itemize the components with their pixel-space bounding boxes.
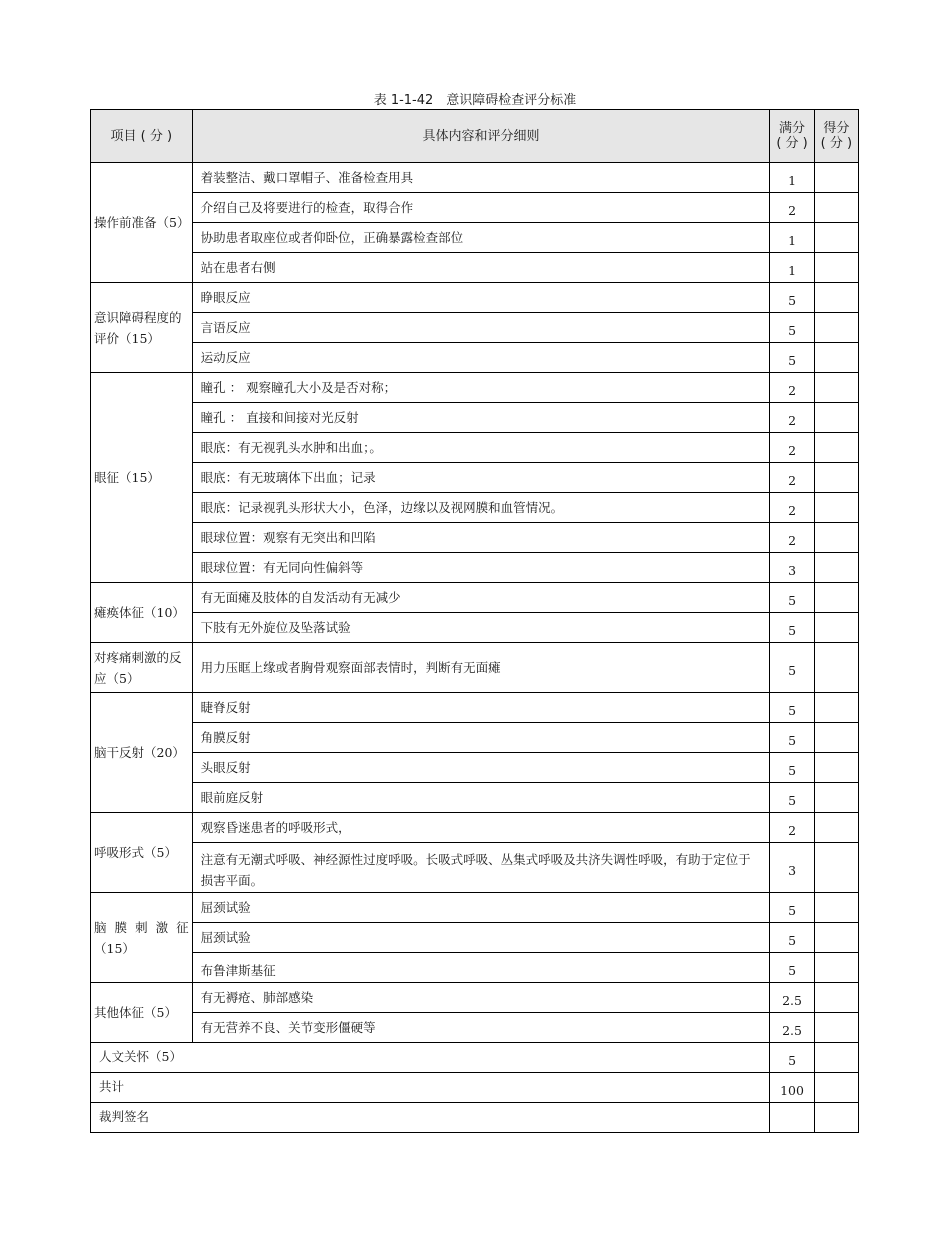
full-score-cell: [770, 783, 814, 813]
table-row: [91, 193, 859, 223]
section-item-cell: [91, 283, 193, 373]
total-label: 共计: [99, 1079, 125, 1094]
total-obtained-score-cell[interactable]: [814, 1073, 858, 1103]
table-row: [91, 223, 859, 253]
content-text: 睫脊反射: [200, 700, 251, 715]
content-text: 有无面瘫及肢体的自发活动有无减少: [200, 590, 401, 605]
full-score-value: 5: [788, 763, 797, 778]
full-score-cell: [770, 283, 814, 313]
full-score-value: 5: [788, 793, 797, 808]
full-score-cell: [770, 403, 814, 433]
table-row: [91, 843, 859, 893]
full-score-cell: [770, 983, 814, 1013]
obtained-score-cell[interactable]: [814, 723, 858, 753]
full-score-cell: [770, 343, 814, 373]
full-score-cell: [770, 253, 814, 283]
obtained-score-cell[interactable]: [814, 463, 858, 493]
obtained-score-cell[interactable]: [814, 953, 858, 983]
obtained-score-cell[interactable]: [814, 343, 858, 373]
content-cell: [192, 753, 770, 783]
table-row: [91, 403, 859, 433]
content-cell: [192, 923, 770, 953]
content-text: 观察昏迷患者的呼吸形式，: [200, 820, 351, 835]
content-cell: [192, 613, 770, 643]
full-score-value: 5: [788, 733, 797, 748]
obtained-score-cell[interactable]: [814, 253, 858, 283]
full-score-cell: [770, 613, 814, 643]
table-row: [91, 723, 859, 753]
obtained-score-cell[interactable]: [814, 813, 858, 843]
content-cell: [192, 313, 770, 343]
content-text: 瞳孔 ： 直接和间接对光反射: [200, 410, 359, 425]
content-text: 眼底：记录视乳头形状大小，色泽，边缘以及视网膜和血管情况。: [200, 500, 564, 515]
content-cell: [192, 583, 770, 613]
table-row: [91, 783, 859, 813]
content-cell: [192, 893, 770, 923]
humanistic-care-label: 人文关怀（5）: [99, 1049, 182, 1064]
obtained-score-cell[interactable]: [814, 613, 858, 643]
full-score-value: 2.5: [782, 1023, 802, 1038]
obtained-score-cell[interactable]: [814, 313, 858, 343]
full-score-value: 1: [788, 263, 797, 278]
total-label-cell: [91, 1073, 770, 1103]
section-item-cell: [91, 163, 193, 283]
section-item-cell: [91, 373, 193, 583]
content-cell: [192, 783, 770, 813]
table-row: [91, 893, 859, 923]
full-score-cell: [770, 163, 814, 193]
content-text: 屈颈试验: [200, 900, 251, 915]
obtained-score-cell[interactable]: [814, 693, 858, 723]
full-score-value: 3: [788, 863, 797, 878]
header-full-label: 满分 ( 分 ): [776, 121, 808, 151]
content-cell: [192, 283, 770, 313]
content-cell: [192, 193, 770, 223]
obtained-score-cell[interactable]: [814, 193, 858, 223]
table-row: [91, 1043, 859, 1073]
full-score-value: 5: [788, 703, 797, 718]
content-cell: [192, 463, 770, 493]
obtained-score-cell[interactable]: [814, 493, 858, 523]
section-item-cell: [91, 813, 193, 893]
obtained-score-cell[interactable]: [814, 923, 858, 953]
section-item-cell: [91, 643, 193, 693]
full-score-value: 5: [788, 933, 797, 948]
table-row: [91, 983, 859, 1013]
content-text: 眼底：有无玻璃体下出血；记录: [200, 470, 376, 485]
content-text: 眼底：有无视乳头水肿和出血；。: [200, 440, 382, 455]
header-item: [91, 110, 193, 163]
content-cell: [192, 403, 770, 433]
obtained-score-cell[interactable]: [814, 1013, 858, 1043]
table-title: 表 1-1-42 意识障碍检查评分标准: [373, 93, 577, 108]
section-item-label: 意识障碍程度的评价（15）: [94, 309, 182, 346]
full-score-value: 1: [788, 233, 797, 248]
obtained-score-cell[interactable]: [814, 403, 858, 433]
full-score-value: 5: [788, 963, 797, 978]
full-score-cell: [770, 313, 814, 343]
table-row: [91, 163, 859, 193]
table-row: [91, 253, 859, 283]
table-row: [91, 463, 859, 493]
table-row: [91, 373, 859, 403]
full-score-cell: [770, 1013, 814, 1043]
full-score-cell: [770, 923, 814, 953]
full-score-cell: [770, 843, 814, 893]
table-row: [91, 1013, 859, 1043]
table-row: [91, 313, 859, 343]
full-score-cell: [770, 373, 814, 403]
full-score-cell: [770, 493, 814, 523]
header-content-label: 具体内容和评分细则: [422, 128, 540, 144]
content-text: 用力压眶上缘或者胸骨观察面部表情时，判断有无面瘫: [200, 660, 501, 675]
obtained-score-cell[interactable]: [814, 783, 858, 813]
content-cell: [192, 493, 770, 523]
table-row: [91, 553, 859, 583]
table-row: [91, 613, 859, 643]
content-cell: [192, 523, 770, 553]
obtained-score-cell[interactable]: [814, 583, 858, 613]
table-row: [91, 583, 859, 613]
section-item-cell: [91, 583, 193, 643]
header-obtained-score: [814, 110, 858, 163]
section-item-label: 眼征（15）: [94, 470, 160, 485]
content-cell: [192, 813, 770, 843]
content-cell: [192, 723, 770, 753]
obtained-score-cell[interactable]: [814, 643, 858, 693]
content-text: 协助患者取座位或者仰卧位，正确暴露检查部位: [200, 230, 464, 245]
table-row: [91, 813, 859, 843]
table-row: [91, 343, 859, 373]
obtained-score-cell[interactable]: [814, 983, 858, 1013]
full-score-value: 5: [788, 353, 797, 368]
obtained-score-cell[interactable]: [814, 373, 858, 403]
full-score-cell: [770, 643, 814, 693]
content-cell: [192, 433, 770, 463]
content-cell: [192, 253, 770, 283]
full-score-value: 2: [788, 533, 797, 548]
content-cell: [192, 553, 770, 583]
obtained-score-cell[interactable]: [814, 523, 858, 553]
section-item-label: 操作前准备（5）: [94, 215, 190, 230]
content-text: 站在患者右侧: [200, 260, 276, 275]
content-cell: [192, 643, 770, 693]
full-score-value: 2: [788, 383, 797, 398]
judge-signature-cell[interactable]: [814, 1103, 858, 1133]
content-text: 介绍自己及将要进行的检查，取得合作: [200, 200, 414, 215]
full-score-value: 2: [788, 443, 797, 458]
table-row: [91, 523, 859, 553]
content-cell: [192, 163, 770, 193]
humanistic-care-label-cell: [91, 1043, 770, 1073]
content-text: 屈颈试验: [200, 930, 251, 945]
section-item-label: 脑干反射（20）: [94, 745, 185, 760]
full-score-value: 2: [788, 413, 797, 428]
table-row: [91, 283, 859, 313]
content-cell: [192, 843, 770, 893]
obtained-score-cell[interactable]: [814, 433, 858, 463]
full-score-value: 5: [788, 1053, 797, 1068]
content-text: 言语反应: [200, 320, 251, 335]
full-score-cell: [770, 193, 814, 223]
table-row: [91, 433, 859, 463]
full-score-cell: [770, 553, 814, 583]
obtained-score-cell[interactable]: [814, 223, 858, 253]
content-text: 瞳孔 ： 观察瞳孔大小及是否对称；: [200, 380, 397, 395]
table-row: [91, 493, 859, 523]
full-score-value: 1: [788, 173, 797, 188]
section-item-label: 脑膜刺激征（15）: [94, 919, 189, 956]
full-score-value: 5: [788, 293, 797, 308]
content-text: 有无褥疮、肺部感染: [200, 990, 314, 1005]
full-score-cell: [770, 583, 814, 613]
full-score-cell: [770, 893, 814, 923]
judge-signature-full-cell: [770, 1103, 814, 1133]
judge-signature-label: 裁判签名: [99, 1109, 150, 1124]
section-item-label: 其他体征（5）: [94, 1005, 177, 1020]
obtained-score-cell[interactable]: [814, 843, 858, 893]
full-score-cell: [770, 223, 814, 253]
obtained-score-cell[interactable]: [814, 283, 858, 313]
content-cell: [192, 983, 770, 1013]
full-score-value: 2: [788, 823, 797, 838]
full-score-cell: [770, 1043, 814, 1073]
full-score-cell: [770, 753, 814, 783]
full-score-cell: [770, 953, 814, 983]
content-text: 下肢有无外旋位及坠落试验: [200, 620, 351, 635]
content-cell: [192, 223, 770, 253]
content-text: 注意有无潮式呼吸、神经源性过度呼吸。长吸式呼吸、丛集式呼吸及共济失调性呼吸，有助于定位于损害平面。: [200, 852, 751, 888]
section-item-label: 对疼痛刺激的反应（5）: [94, 649, 182, 686]
content-text: 有无营养不良、关节变形僵硬等: [200, 1020, 376, 1035]
section-item-label: 瘫痪体征（10）: [94, 605, 185, 620]
full-score-value: 5: [788, 323, 797, 338]
content-cell: [192, 343, 770, 373]
content-text: 角膜反射: [200, 730, 251, 745]
content-text: 眼球位置：观察有无突出和凹陷: [200, 530, 376, 545]
full-score-value: 5: [788, 623, 797, 638]
full-score-value: 2: [788, 473, 797, 488]
full-score-value: 2: [788, 503, 797, 518]
table-row: [91, 693, 859, 723]
content-cell: [192, 373, 770, 403]
obtained-score-cell[interactable]: [814, 753, 858, 783]
content-text: 眼前庭反射: [200, 790, 264, 805]
scoring-table: [90, 109, 859, 1133]
content-text: 睁眼反应: [200, 290, 251, 305]
full-score-value: 5: [788, 593, 797, 608]
full-score-cell: [770, 433, 814, 463]
table-row: [91, 1073, 859, 1103]
full-score-value: 3: [788, 563, 797, 578]
judge-signature-label-cell: [91, 1103, 770, 1133]
full-score-value: 2.5: [782, 993, 802, 1008]
header-full-score: [770, 110, 814, 163]
obtained-score-cell[interactable]: [814, 553, 858, 583]
content-text: 头眼反射: [200, 760, 251, 775]
section-item-cell: [91, 693, 193, 813]
table-row: [91, 1103, 859, 1133]
section-item-cell: [91, 893, 193, 983]
total-full-score-cell: [770, 1073, 814, 1103]
content-cell: [192, 953, 770, 983]
header-item-label: 项目 ( 分 ): [110, 128, 173, 144]
full-score-cell: [770, 723, 814, 753]
full-score-cell: [770, 813, 814, 843]
table-row: [91, 923, 859, 953]
full-score-value: 5: [788, 903, 797, 918]
obtained-score-cell[interactable]: [814, 163, 858, 193]
content-text: 眼球位置：有无同向性偏斜等: [200, 560, 364, 575]
content-text: 着装整洁、戴口罩帽子、准备检查用具: [200, 170, 414, 185]
full-score-value: 2: [788, 203, 797, 218]
content-cell: [192, 693, 770, 723]
table-row: [91, 753, 859, 783]
content-text: 布鲁津斯基征: [200, 963, 276, 978]
table-row: [91, 953, 859, 983]
full-score-value: 5: [788, 663, 797, 678]
content-text: 运动反应: [200, 350, 251, 365]
header-score-label: 得分 ( 分 ): [820, 121, 853, 151]
section-item-cell: [91, 983, 193, 1043]
full-score-cell: [770, 693, 814, 723]
full-score-cell: [770, 463, 814, 493]
header-content: [192, 110, 770, 163]
obtained-score-cell[interactable]: [814, 893, 858, 923]
content-cell: [192, 1013, 770, 1043]
table-row: [91, 643, 859, 693]
section-item-label: 呼吸形式（5）: [94, 845, 177, 860]
total-full-score-value: 100: [780, 1083, 804, 1098]
full-score-cell: [770, 523, 814, 553]
obtained-score-cell[interactable]: [814, 1043, 858, 1073]
